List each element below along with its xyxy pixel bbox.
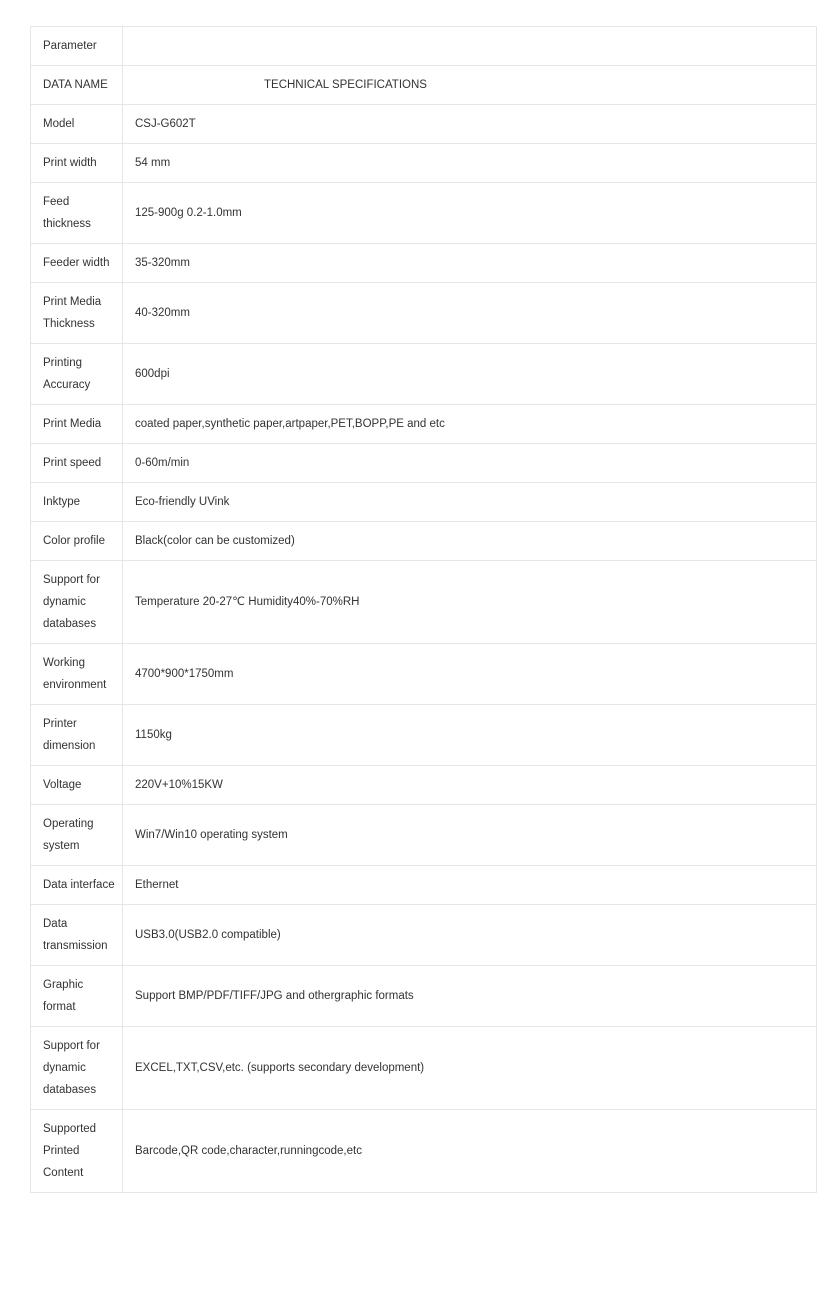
spec-label: Print Media Thickness xyxy=(31,283,123,344)
specifications-table xyxy=(30,26,817,1193)
spec-label: Voltage xyxy=(31,766,123,805)
spec-label: Graphic format xyxy=(31,966,123,1027)
spec-label: Feed thickness xyxy=(31,183,123,244)
table-row xyxy=(31,805,817,866)
table-row xyxy=(31,444,817,483)
spec-value: 125-900g 0.2-1.0mm xyxy=(123,183,817,244)
spec-value: 1150kg xyxy=(123,705,817,766)
spec-value: Support BMP/PDF/TIFF/JPG and othergraphic formats xyxy=(123,966,817,1027)
table-row xyxy=(31,1027,817,1110)
spec-value: Temperature 20-27℃ Humidity40%-70%RH xyxy=(123,561,817,644)
table-row xyxy=(31,1110,817,1193)
table-row xyxy=(31,966,817,1027)
spec-value: Barcode,QR code,character,runningcode,etc xyxy=(123,1110,817,1193)
table-row xyxy=(31,105,817,144)
technical-specifications-header: TECHNICAL SPECIFICATIONS xyxy=(123,66,817,105)
table-row xyxy=(31,183,817,244)
spec-value: 220V+10%15KW xyxy=(123,766,817,805)
spec-label: Print Media xyxy=(31,405,123,444)
spec-value: coated paper,synthetic paper,artpaper,PET,BOPP,PE and etc xyxy=(123,405,817,444)
spec-label: Supported Printed Content xyxy=(31,1110,123,1193)
spec-value: EXCEL,TXT,CSV,etc. (supports secondary development) xyxy=(123,1027,817,1110)
spec-label: Color profile xyxy=(31,522,123,561)
table-row xyxy=(31,483,817,522)
spec-label: Data interface xyxy=(31,866,123,905)
spec-label: Print width xyxy=(31,144,123,183)
spec-label: Support for dynamic databases xyxy=(31,561,123,644)
spec-value: 600dpi xyxy=(123,344,817,405)
spec-label: Data transmission xyxy=(31,905,123,966)
spec-label: Print speed xyxy=(31,444,123,483)
table-row-header xyxy=(31,66,817,105)
spec-label: Printer dimension xyxy=(31,705,123,766)
table-row xyxy=(31,244,817,283)
spec-label: Support for dynamic databases xyxy=(31,1027,123,1110)
specifications-table-body xyxy=(31,27,817,1193)
table-row xyxy=(31,561,817,644)
spec-value: 54 mm xyxy=(123,144,817,183)
table-row xyxy=(31,766,817,805)
parameter-label: Parameter xyxy=(31,27,123,66)
table-row xyxy=(31,866,817,905)
spec-value: USB3.0(USB2.0 compatible) xyxy=(123,905,817,966)
table-row xyxy=(31,644,817,705)
table-row xyxy=(31,405,817,444)
spec-value: 0-60m/min xyxy=(123,444,817,483)
spec-label: Inktype xyxy=(31,483,123,522)
spec-value: 40-320mm xyxy=(123,283,817,344)
table-row xyxy=(31,522,817,561)
spec-label: Operating system xyxy=(31,805,123,866)
spec-value: Eco-friendly UVink xyxy=(123,483,817,522)
table-row xyxy=(31,144,817,183)
spec-value: 35-320mm xyxy=(123,244,817,283)
table-row xyxy=(31,344,817,405)
table-row xyxy=(31,705,817,766)
spec-value: 4700*900*1750mm xyxy=(123,644,817,705)
table-row xyxy=(31,905,817,966)
table-row xyxy=(31,283,817,344)
spec-value: CSJ-G602T xyxy=(123,105,817,144)
spec-label: Model xyxy=(31,105,123,144)
spec-value: Win7/Win10 operating system xyxy=(123,805,817,866)
parameter-value-empty xyxy=(123,27,817,66)
spec-label: Printing Accuracy xyxy=(31,344,123,405)
table-row-parameter xyxy=(31,27,817,66)
spec-label: Feeder width xyxy=(31,244,123,283)
spec-value: Black(color can be customized) xyxy=(123,522,817,561)
spec-label: Working environment xyxy=(31,644,123,705)
data-name-header: DATA NAME xyxy=(31,66,123,105)
spec-value: Ethernet xyxy=(123,866,817,905)
